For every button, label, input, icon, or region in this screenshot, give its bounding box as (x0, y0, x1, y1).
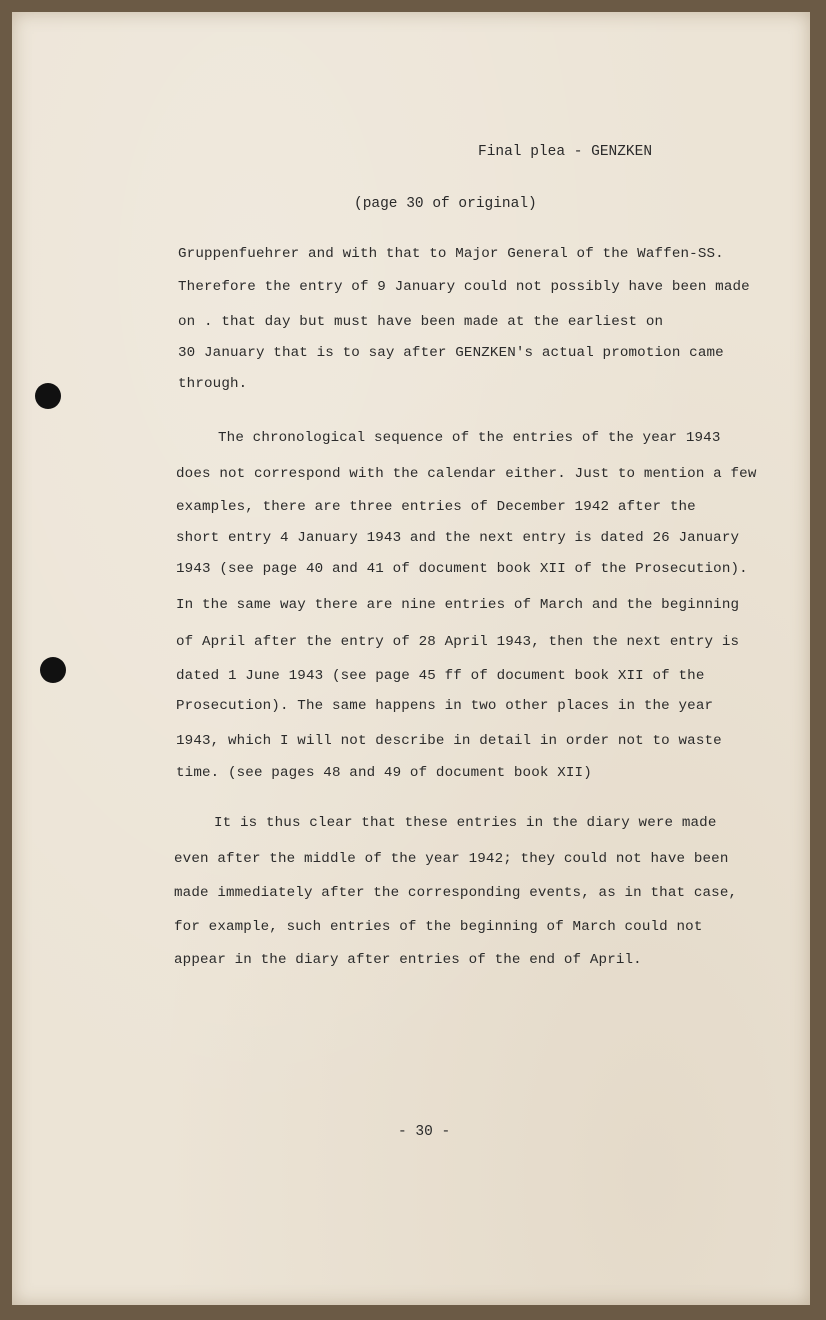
paragraph-line: dated 1 June 1943 (see page 45 ff of document book XII of the (176, 668, 705, 684)
paragraph-line: 1943, which I will not describe in detail in order not to waste (176, 733, 722, 749)
punch-hole-top (35, 383, 61, 409)
paragraph-line: examples, there are three entries of December 1942 after the (176, 499, 696, 515)
paragraph-line: for example, such entries of the beginning of March could not (174, 919, 703, 935)
document-header: Final plea - GENZKEN (478, 144, 653, 160)
punch-hole-bottom (40, 657, 66, 683)
paragraph-line: through. (178, 376, 248, 392)
paragraph-line: does not correspond with the calendar either. Just to mention a few (176, 466, 757, 482)
paragraph-line: time. (see pages 48 and 49 of document book XII) (176, 765, 592, 781)
paragraph-line: In the same way there are nine entries of March and the beginning (176, 597, 740, 613)
paragraph-line: of April after the entry of 28 April 1943, then the next entry is (176, 634, 740, 650)
page-reference: (page 30 of original) (354, 196, 537, 212)
paragraph-line: It is thus clear that these entries in the diary were made (214, 815, 717, 831)
paragraph-line: even after the middle of the year 1942; they could not have been (174, 851, 729, 867)
paragraph-line: Therefore the entry of 9 January could not possibly have been made (178, 279, 750, 295)
paragraph-line: 30 January that is to say after GENZKEN's actual promotion came (178, 345, 724, 361)
paragraph-line: Prosecution). The same happens in two other places in the year (176, 698, 714, 714)
paragraph-line: The chronological sequence of the entries of the year 1943 (218, 430, 721, 446)
page-number: - 30 - (398, 1124, 451, 1140)
paragraph-line: 1943 (see page 40 and 41 of document book XII of the Prosecution). (176, 561, 748, 577)
paragraph-line: made immediately after the corresponding events, as in that case, (174, 885, 738, 901)
paragraph-line: Gruppenfuehrer and with that to Major General of the Waffen-SS. (178, 246, 724, 262)
paragraph-line: appear in the diary after entries of the end of April. (174, 952, 642, 968)
paragraph-line: on . that day but must have been made at the earliest on (178, 314, 664, 330)
paragraph-line: short entry 4 January 1943 and the next entry is dated 26 January (176, 530, 740, 546)
